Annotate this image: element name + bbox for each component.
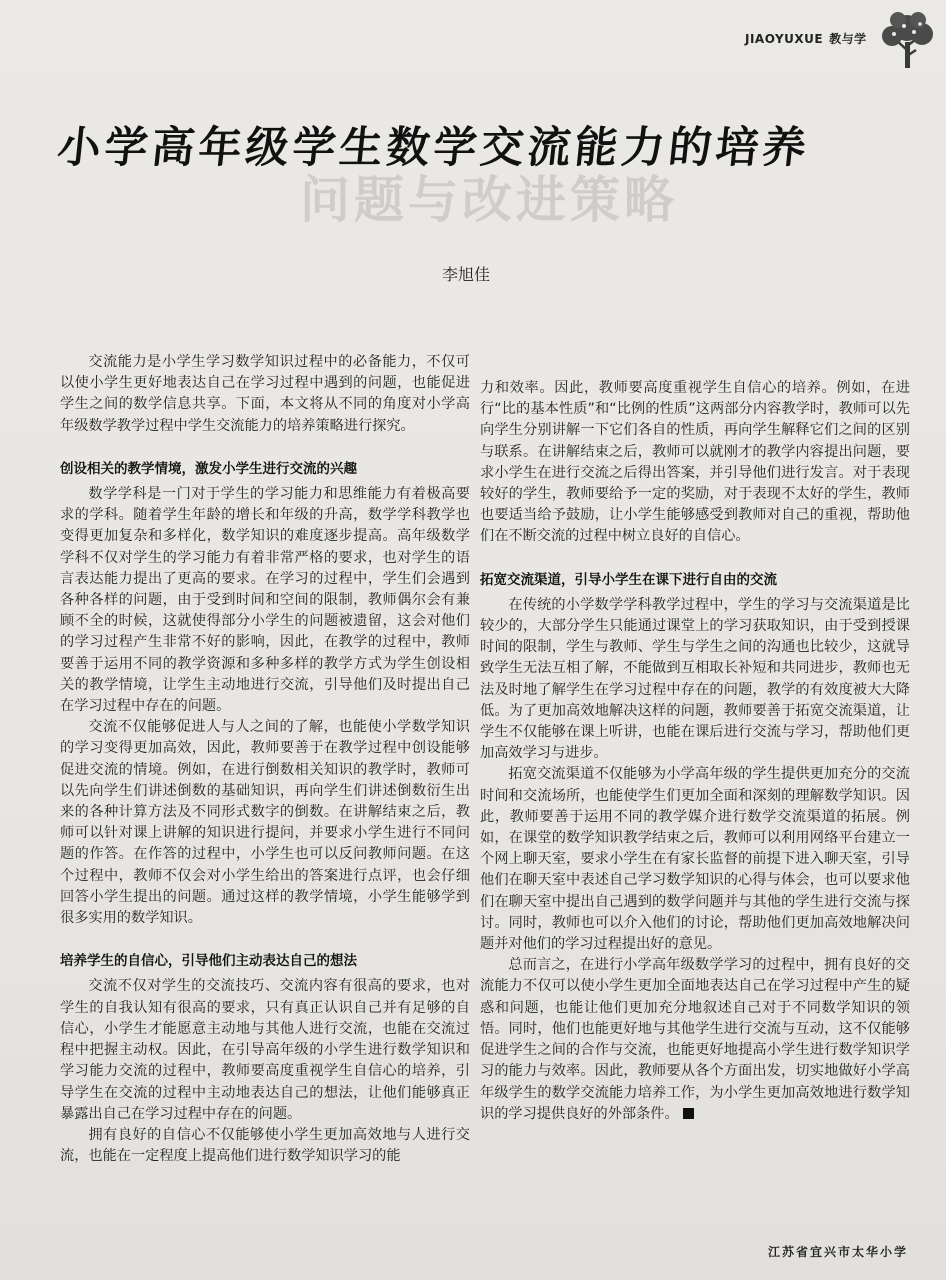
intro-paragraph: 交流能力是小学生学习数学知识过程中的必备能力，不仅可以使小学生更好地表达自己在学习过程中遇到的问题，也能促进学生之间的数学信息共享。下面，本文将从不同的角度对小学高年级数学教学过程中学生交流能力的培养策略进行探究。: [60, 354, 470, 434]
section-heading: 培养学生的自信心，引导他们主动表达自己的想法: [60, 953, 357, 970]
body-paragraph: 数学学科是一门对于学生的学习能力和思维能力有着极高要求的学科。随着学生年龄的增长和年级的升高，数学学科教学也变得更加复杂和多样化，数学知识的难度逐步提高。高年级数学学科不仅对学生的学习能力有着非常严格的要求，也对学生的语言表达能力提出了更高的要求。在学习的过程中，学生们会遇到各种各样的问题，由于受到时间和空间的限制，教师偶尔会有兼顾不全的时候，这就使得部分小学生的问题被遗留，这会对他们的学习过程产生非常不好的影响，因此，在教学的过程中，教师要善于运用不同的教学资源和多种多样的教学方式为学生创设相关的教学情境，让学生主动地进行交流，引导他们及时提出自己在学习过程中存在的问题。: [60, 486, 470, 715]
bleed-through-text: 问题与改进策略: [300, 170, 678, 229]
section-header-cn: 教与学: [829, 32, 867, 46]
body-paragraph: 交流不仅对学生的交流技巧、交流内容有很高的要求，也对学生的自我认知有很高的要求，只有真正认识自己并有足够的自信心，小学生才能愿意主动地与其他人进行交流，也能在交流过程中把握主动权。因此，在引导高年级的小学生进行数学知识和学习能力交流的过程中，教师要高度重视学生自信心的培养，引导学生在交流的过程中主动地表达自己的想法，让他们能够真正暴露出自己在学习过程中存在的问题。: [60, 978, 470, 1122]
author-affiliation: 江苏省宜兴市太华小学: [768, 1245, 909, 1259]
end-mark-icon: [683, 1108, 694, 1119]
left-column: [60, 352, 470, 1167]
section-header-en: JIAOYUXUE: [745, 32, 824, 46]
conclusion-text: 总而言之，在进行小学高年级数学学习的过程中，拥有良好的交流能力不仅可以使小学生更加全面地表达自己在学习过程中产生的疑惑和问题，也能让他们更加充分地叙述自己对于不同数学知识的领悟。同时，他们也能更好地与其他学生进行交流与互动，这不仅能够促进学生之间的合作与交流，也能更好地提高小学生进行数学知识学习的能力与效率。因此，教师要从各个方面出发，切实地做好小学高年级学生的数学交流能力培养工作，为小学生更加高效地进行数学知识的学习提供良好的外部条件。: [480, 957, 910, 1122]
body-paragraph: 拥有良好的自信心不仅能够使小学生更加高效地与人进行交流，也能在一定程度上提高他们进行数学知识学习的能: [60, 1126, 470, 1165]
body-paragraph: 在传统的小学数学学科教学过程中，学生的学习与交流渠道是比较少的，大部分学生只能通过课堂上的学习获取知识，由于受到授课时间的限制，学生与教师、学生与学生之间的沟通也比较少，这就导致学生无法互相了解，不能做到互相取长补短和共同进步，教师也无法及时地了解学生在学习过程中存在的问题，教学的有效度被大大降低。为了更加高效地解决这样的问题，教师要善于拓宽交流渠道，让学生不仅能够在课上听讲，也能在课后进行交流与学习，帮助他们更加高效学习与进步。: [480, 596, 910, 762]
article-title: 小学高年级学生数学交流能力的培养: [55, 123, 813, 173]
right-column: [480, 378, 910, 1125]
conclusion-paragraph: [480, 955, 910, 1125]
body-paragraph: 拓宽交流渠道不仅能够为小学高年级的学生提供更加充分的交流时间和交流场所，也能使学生们更加全面和深刻的理解数学知识。因此，教师要善于运用不同的教学媒介进行数学交流渠道的拓展。例如，在课堂的数学知识教学结束之后，教师可以利用网络平台建立一个网上聊天室，要求小学生在有家长监督的前提下进入聊天室，引导他们在聊天室中表述自己学习数学知识的心得与体会，也可以要求他们在聊天室中提出自己遇到的数学问题并与其他的学生进行交流与探讨。同时，教师也可以介入他们的讨论，帮助他们更加高效地解决问题并对他们的学习过程提出好的意见。: [480, 766, 910, 953]
section-header: [745, 30, 867, 47]
section-heading: 创设相关的教学情境，激发小学生进行交流的兴趣: [60, 460, 357, 477]
author-name: 李旭佳: [442, 265, 491, 284]
tree-icon: [874, 6, 940, 72]
section-heading: 拓宽交流渠道，引导小学生在课下进行自由的交流: [480, 571, 777, 588]
body-paragraph: 力和效率。因此，教师要高度重视学生自信心的培养。例如，在进行“比的基本性质”和“比例的性质”这两部分内容教学时，教师可以先向学生分别讲解一下它们各自的性质，再向学生解释它们之间的区别与联系。在讲解结束之后，教师可以就刚才的教学内容提出问题，要求小学生在进行交流之后得出答案，并引导他们进行发言。对于表现较好的学生，教师要给予一定的奖励，对于表现不太好的学生，教师也要适当给予鼓励，让小学生能够感受到教师对自己的重视，帮助他们在不断交流的过程中树立良好的自信心。: [480, 380, 910, 545]
body-paragraph: 交流不仅能够促进人与人之间的了解，也能使小学数学知识的学习变得更加高效，因此，教师要善于在教学过程中创设能够促进交流的情境。例如，在进行倒数相关知识的教学时，教师可以先向学生们讲述倒数的基础知识，再向学生们讲述倒数衍生出来的各种计算方法及不同形式数字的倒数。在讲解结束之后，教师可以针对课上讲解的知识进行提问，并要求小学生进行不同问题的作答。在作答的过程中，小学生也可以反问教师问题。在这个过程中，教师不仅会对小学生给出的答案进行点评，也会仔细回答小学生提出的问题。通过这样的教学情境，小学生能够学到很多实用的数学知识。: [60, 719, 470, 927]
